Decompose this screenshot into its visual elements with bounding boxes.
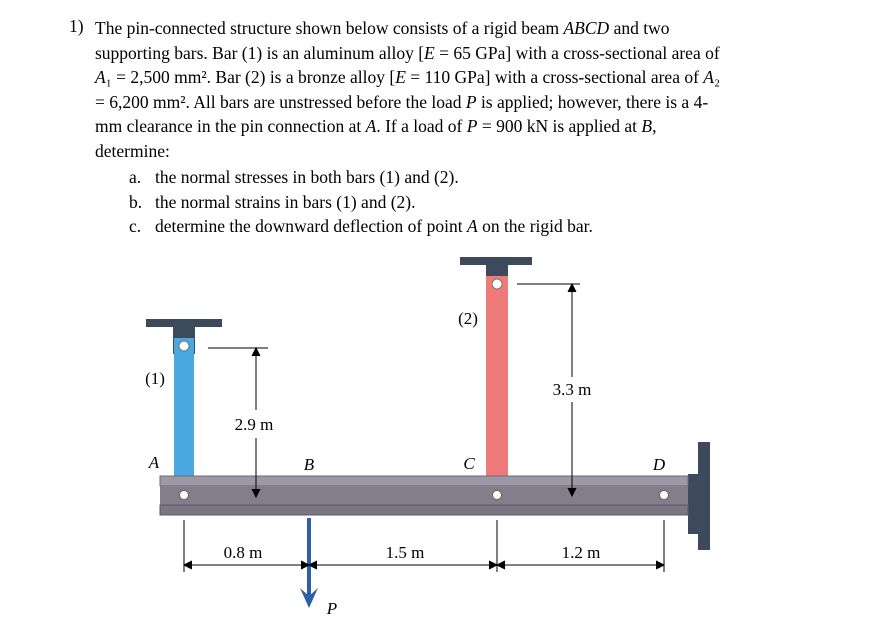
bar2 bbox=[486, 276, 508, 480]
point-c-label: C bbox=[463, 454, 475, 473]
dim-ab-label: 0.8 m bbox=[223, 543, 263, 562]
bar1-label: (1) bbox=[145, 369, 165, 388]
text-segment: ₂ bbox=[714, 67, 721, 88]
italic-variable: E bbox=[395, 67, 406, 88]
italic-variable: B bbox=[641, 116, 653, 137]
text-segment: The pin-connected structure shown below consists of a rigid beam bbox=[95, 18, 564, 38]
bar2-label: (2) bbox=[458, 309, 478, 328]
bar1-length-label: 2.9 m bbox=[234, 415, 274, 434]
pin-a bbox=[180, 491, 189, 500]
part-letter: b. bbox=[129, 192, 143, 212]
italic-variable: A bbox=[703, 67, 714, 88]
pin-c bbox=[493, 491, 502, 500]
italic-variable: P bbox=[465, 91, 477, 112]
italic-variable: E bbox=[424, 42, 435, 63]
text-segment: mm clearance in the pin connection at bbox=[95, 116, 366, 137]
italic-variable: A bbox=[365, 116, 377, 137]
italic-variable: A bbox=[466, 216, 478, 236]
text-segment: determine the downward deflection of point bbox=[155, 216, 467, 236]
text-segment: = 6,200 mm². All bars are unstressed before the load bbox=[95, 91, 466, 112]
rigid-beam bbox=[160, 476, 688, 515]
dim-bc-label: 1.5 m bbox=[385, 543, 425, 562]
text-segment: , bbox=[652, 116, 657, 137]
text-segment: . If a load of bbox=[376, 116, 467, 137]
text-segment: the normal strains in bars (1) and (2). bbox=[155, 192, 416, 212]
wall-support-d bbox=[688, 442, 710, 550]
italic-variable: A bbox=[95, 67, 106, 88]
point-d-label: D bbox=[652, 455, 666, 474]
text-segment: = 110 GPa] with a cross-sectional area of bbox=[405, 67, 704, 88]
text-segment: the normal stresses in both bars (1) and (2). bbox=[155, 167, 459, 187]
pin-d bbox=[660, 491, 669, 500]
text-segment: is applied; however, there is a 4- bbox=[476, 91, 709, 112]
bar1 bbox=[174, 338, 194, 480]
text-segment: supporting bars. Bar (1) is an aluminum alloy [ bbox=[95, 42, 425, 63]
part-letter: c. bbox=[129, 216, 142, 236]
italic-variable: ABCD bbox=[563, 18, 610, 38]
text-segment: ₁ = 2,500 mm². Bar (2) is a bronze alloy [ bbox=[105, 67, 396, 88]
bar2-length-label: 3.3 m bbox=[552, 380, 592, 399]
text-segment: determine: bbox=[95, 140, 170, 161]
italic-variable: P bbox=[466, 116, 478, 137]
point-b-label: B bbox=[303, 455, 315, 474]
text-segment: on the rigid bar. bbox=[477, 216, 593, 236]
point-a-label: A bbox=[148, 453, 160, 472]
dim-cd-label: 1.2 m bbox=[561, 543, 601, 562]
text-segment: and two bbox=[609, 18, 670, 38]
text-segment: = 900 kN is applied at bbox=[477, 116, 642, 137]
problem-number: 1) bbox=[69, 16, 84, 36]
part-letter: a. bbox=[129, 167, 142, 187]
text-segment: = 65 GPa] with a cross-sectional area of bbox=[434, 42, 720, 63]
load-label: P bbox=[326, 599, 338, 618]
